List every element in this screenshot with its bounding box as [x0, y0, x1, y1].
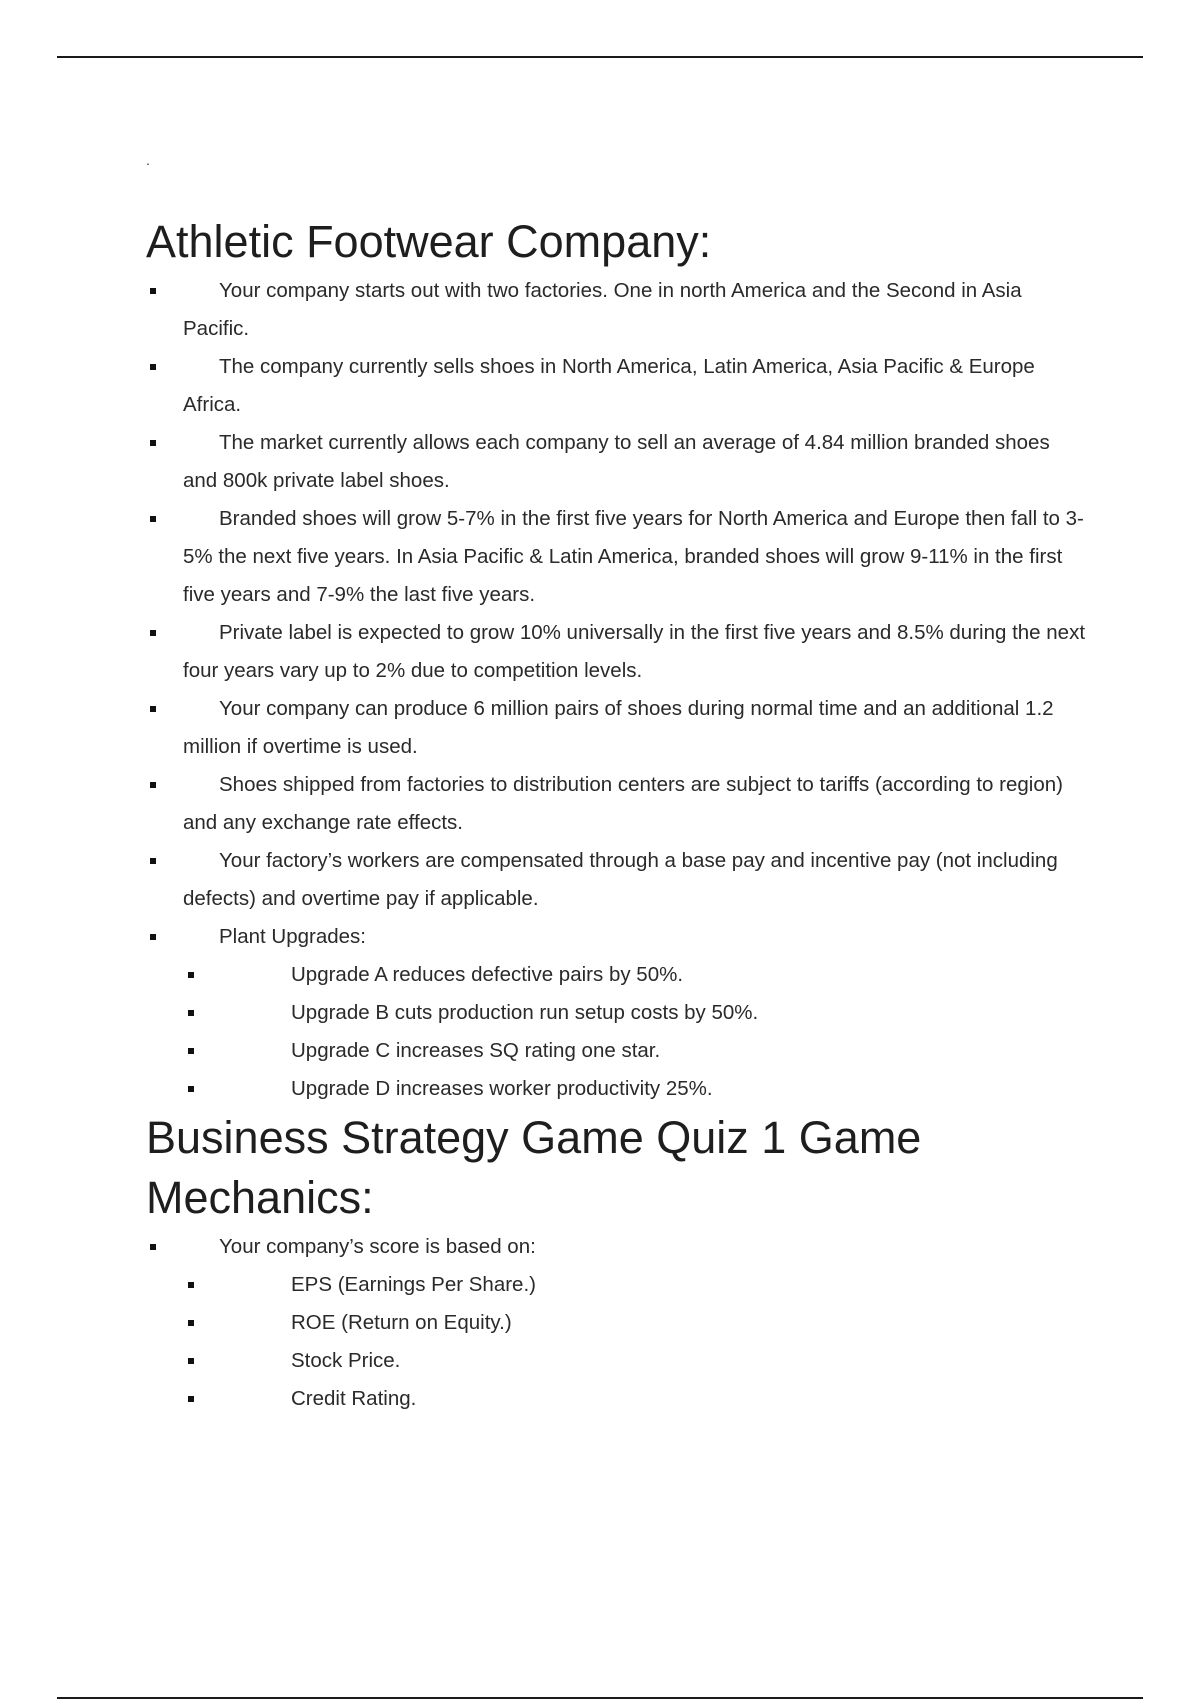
- bullet-marker: [188, 1048, 194, 1054]
- bullet-marker: [188, 1320, 194, 1326]
- list-item-plant-upgrades: Plant Upgrades:: [146, 918, 1086, 956]
- list-item: Your company’s score is based on:: [146, 1228, 1086, 1266]
- list-item: The company currently sells shoes in North America, Latin America, Asia Pacific & Europe Africa.: [146, 348, 1086, 424]
- game-mechanics-list: [146, 1228, 1086, 1266]
- plant-upgrades-sublist: [146, 956, 1086, 1108]
- sub-list-item: Upgrade C increases SQ rating one star.: [146, 1032, 1086, 1070]
- list-item: Private label is expected to grow 10% universally in the first five years and 8.5% during the next four years vary up to 2% due to competition levels.: [146, 614, 1086, 690]
- bullet-marker: [150, 630, 156, 636]
- list-item: Branded shoes will grow 5-7% in the first five years for North America and Europe then fall to 3-5% the next five years. In Asia Pacific & Latin America, branded shoes will grow 9-11% in the first five years and 7-9% the last five years.: [146, 500, 1086, 614]
- leading-mark: .: [146, 152, 150, 168]
- bullet-marker: [188, 1396, 194, 1402]
- sub-list-item: Upgrade D increases worker productivity 25%.: [146, 1070, 1086, 1108]
- bullet-marker: [150, 364, 156, 370]
- bullet-marker: [150, 516, 156, 522]
- sub-list-item: Upgrade A reduces defective pairs by 50%.: [146, 956, 1086, 994]
- list-item: Your factory’s workers are compensated through a base pay and incentive pay (not including defects) and overtime pay if applicable.: [146, 842, 1086, 918]
- list-item: Shoes shipped from factories to distribution centers are subject to tariffs (according to region) and any exchange rate effects.: [146, 766, 1086, 842]
- list-item: Your company can produce 6 million pairs of shoes during normal time and an additional 1.2 million if overtime is used.: [146, 690, 1086, 766]
- top-rule: [57, 56, 1143, 58]
- section-heading-business-strategy-game: Business Strategy Game Quiz 1 Game Mechanics:: [146, 1112, 922, 1223]
- sub-list-item: EPS (Earnings Per Share.): [146, 1266, 1086, 1304]
- sub-list-item: Upgrade B cuts production run setup costs by 50%.: [146, 994, 1086, 1032]
- bullet-marker: [150, 934, 156, 940]
- bullet-marker: [150, 858, 156, 864]
- bullet-marker: [188, 1282, 194, 1288]
- bullet-marker: [150, 1244, 156, 1250]
- sub-list-item: ROE (Return on Equity.): [146, 1304, 1086, 1342]
- document-body: [146, 150, 1086, 1418]
- bullet-marker: [150, 288, 156, 294]
- bullet-marker: [150, 440, 156, 446]
- list-item: The market currently allows each company to sell an average of 4.84 million branded shoes and 800k private label shoes.: [146, 424, 1086, 500]
- bullet-marker: [188, 972, 194, 978]
- sub-list-item: Credit Rating.: [146, 1380, 1086, 1418]
- list-item: Your company starts out with two factories. One in north America and the Second in Asia Pacific.: [146, 272, 1086, 348]
- bullet-marker: [150, 782, 156, 788]
- bottom-rule: [57, 1697, 1143, 1699]
- bullet-marker: [188, 1086, 194, 1092]
- athletic-footwear-list: [146, 272, 1086, 956]
- score-criteria-sublist: [146, 1266, 1086, 1418]
- bullet-marker: [188, 1010, 194, 1016]
- bullet-marker: [188, 1358, 194, 1364]
- section-heading-athletic-footwear: Athletic Footwear Company:: [146, 216, 712, 267]
- bullet-marker: [150, 706, 156, 712]
- sub-list-item: Stock Price.: [146, 1342, 1086, 1380]
